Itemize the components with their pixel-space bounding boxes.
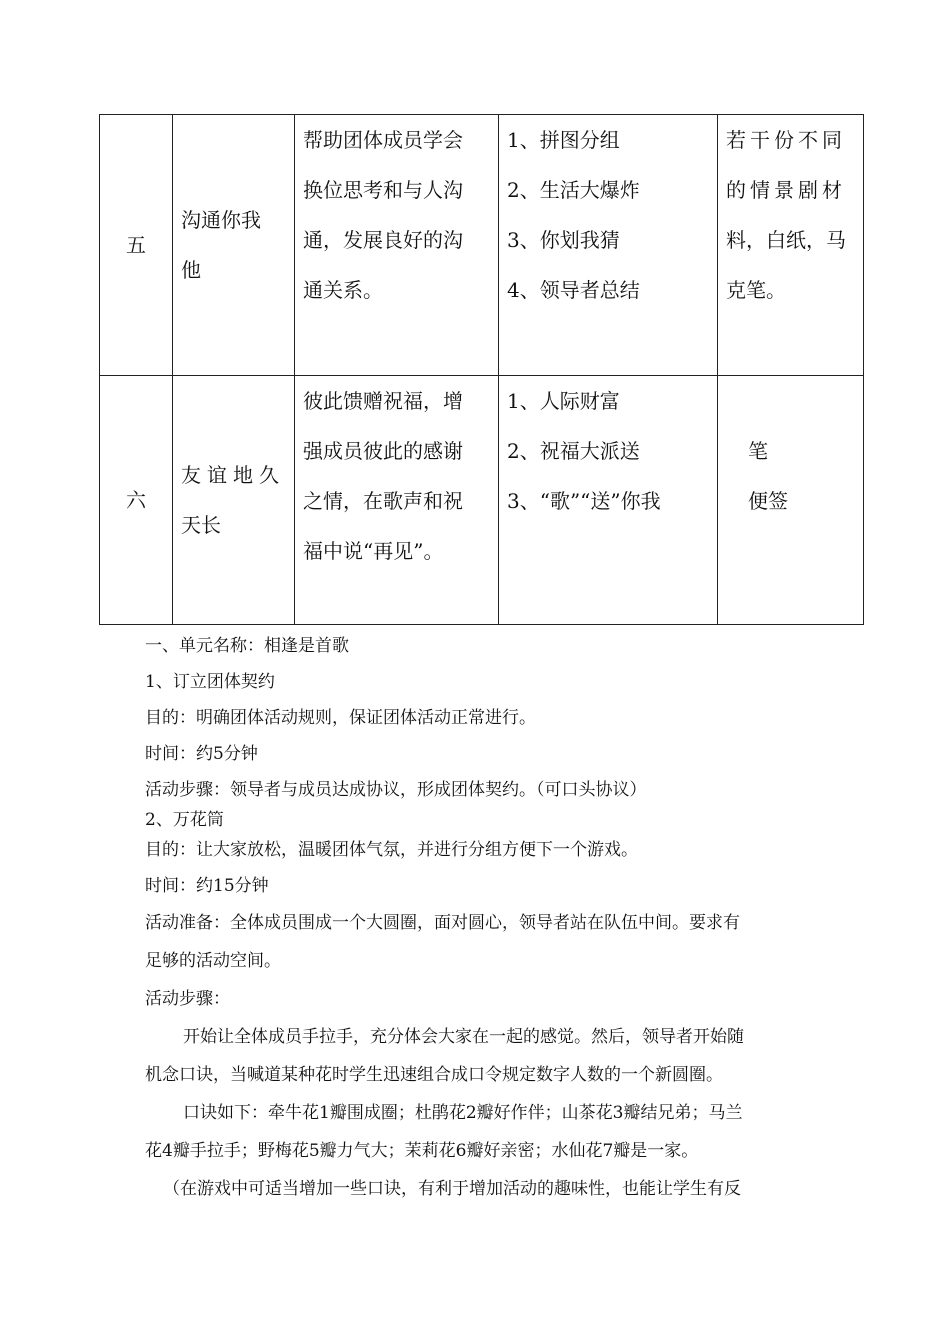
paragraph-line: 花4瓣手拉手；野梅花5瓣力气大；茉莉花6瓣好亲密；水仙花7瓣是一家。 — [145, 1141, 699, 1161]
section-prep: 活动准备：全体成员围成一个大圆圈，面对圆心，领导者站在队伍中间。要求有 — [145, 913, 740, 933]
session-activities: 1、拼图分组 2、生活大爆炸 3、你划我猜 4、领导者总结 — [499, 115, 718, 376]
document-body — [145, 628, 815, 1208]
paragraph-line: 开始让全体成员手拉手，充分体会大家在一起的感觉。然后，领导者开始随 — [183, 1027, 744, 1047]
section-time: 时间：约5分钟 — [145, 744, 258, 764]
session-activities: 1、人际财富 2、祝福大派送 3、“歌”“送”你我 — [499, 376, 718, 625]
session-title: 友谊地久 天长 — [173, 376, 295, 625]
unit-title: 一、单元名称：相逢是首歌 — [145, 636, 349, 656]
paragraph-line: 口诀如下：牵牛花1瓣围成圈；杜鹃花2瓣好作伴；山茶花3瓣结兄弟；马兰 — [183, 1103, 743, 1123]
section-steps-label: 活动步骤： — [145, 989, 230, 1009]
session-number: 五 — [100, 115, 173, 376]
section-title: 2、万花筒 — [145, 810, 224, 830]
session-number: 六 — [100, 376, 173, 625]
session-materials: 若干份不同 的情景剧材 料，白纸，马 克笔。 — [718, 115, 864, 376]
section-title: 1、订立团体契约 — [145, 672, 275, 692]
table-row — [100, 115, 864, 376]
section-goal: 目的：明确团体活动规则，保证团体活动正常进行。 — [145, 708, 536, 728]
session-goal: 帮助团体成员学会 换位思考和与人沟 通，发展良好的沟 通关系。 — [295, 115, 499, 376]
section-goal: 目的：让大家放松，温暖团体气氛，并进行分组方便下一个游戏。 — [145, 840, 638, 860]
paragraph-line: （在游戏中可适当增加一些口诀，有利于增加活动的趣味性，也能让学生有反 — [163, 1179, 741, 1199]
session-materials: 笔 便签 — [718, 376, 864, 625]
activity-plan-table — [99, 114, 864, 625]
paragraph-line: 机念口诀，当喊道某种花时学生迅速组合成口令规定数字人数的一个新圆圈。 — [145, 1065, 723, 1085]
session-goal: 彼此馈赠祝福，增 强成员彼此的感谢 之情，在歌声和祝 福中说“再见”。 — [295, 376, 499, 625]
table-row — [100, 376, 864, 625]
section-prep-cont: 足够的活动空间。 — [145, 951, 281, 971]
section-steps: 活动步骤：领导者与成员达成协议，形成团体契约。（可口头协议） — [145, 780, 647, 800]
session-title: 沟通你我 他 — [173, 115, 295, 376]
section-time: 时间：约15分钟 — [145, 876, 269, 896]
